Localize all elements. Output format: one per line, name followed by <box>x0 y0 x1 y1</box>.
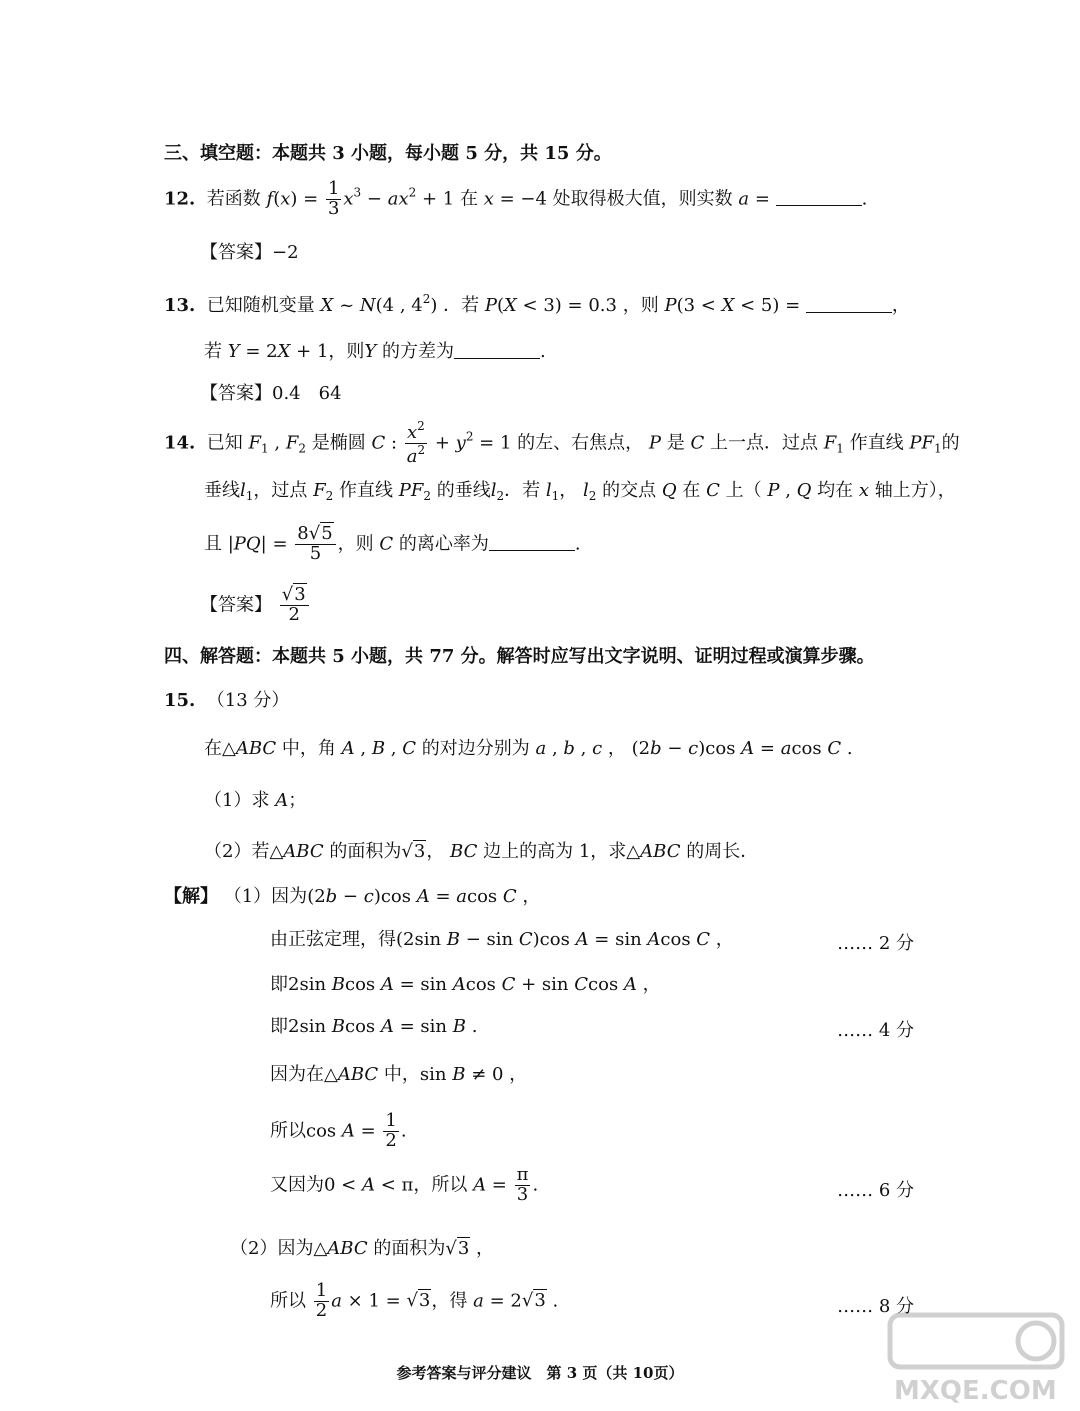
solution-line-7: 又因为0 < A < π，所以 A = $\frac{\pi}{3}$ . <box>270 1164 539 1205</box>
page-footer: 参考答案与评分建议 第 3 页（共 10页） <box>396 1364 684 1382</box>
q14-t1: 已知 <box>206 432 243 454</box>
answer-label: 【答案】 <box>200 383 272 404</box>
solution-line-1: 【解】 （1）因为(2b − c)cos A = acos C ， <box>164 886 541 907</box>
answer-blank <box>489 534 575 551</box>
q15-part1: （1）求 A； <box>204 790 307 811</box>
q14-l3b: ，则 <box>337 533 374 555</box>
watermark-logo <box>886 1311 1066 1407</box>
q14-l3a: 且 <box>204 533 222 555</box>
q14-l2c: 作直线 <box>339 480 394 501</box>
q15-part2-d: 的周长． <box>686 841 759 862</box>
section4-heading: 四、解答题：本题共 5 小题，共 77 分。解答时应写出文字说明、证明过程或演算步骤。 <box>164 646 875 667</box>
q15-number: 15. <box>164 690 196 711</box>
q14-answer: 【答案】 $\frac{√3}{2}$ <box>200 586 311 625</box>
s5-b: 中， <box>383 1064 420 1085</box>
q14-l2d: 的垂线 <box>436 480 491 501</box>
q14-t2: 是椭圆 <box>311 432 366 454</box>
score-8: …… 8 分 <box>837 1296 914 1317</box>
q14-line3: 且 |PQ| = $\frac{8√5}{5}$ ，则 C 的离心率为 . <box>204 523 581 564</box>
p2-c: 所以 <box>270 1290 306 1312</box>
q13-line2-mid: ，则 <box>328 341 365 362</box>
score-6: …… 6 分 <box>837 1180 914 1201</box>
solution-part2-line-1: （2）因为△ABC 的面积为√3 ， <box>230 1238 495 1259</box>
s1-label: （1）因为 <box>223 886 308 907</box>
watermark-text: MXQE.COM <box>894 1376 1057 1406</box>
q12-number: 12. <box>164 188 196 210</box>
s7-b: ，所以 <box>413 1174 468 1196</box>
s4-text: 即 <box>270 1016 288 1037</box>
q15-stem-a: 在△ <box>204 738 236 759</box>
q15-stem-b: 中，角 <box>281 738 336 759</box>
solution-line-3: 即2sin Bcos A = sin Acos C + sin Ccos A ， <box>270 974 661 995</box>
q15-part1-end: ； <box>288 790 307 811</box>
q14-t5: 上一点．过点 <box>710 432 818 454</box>
q13-answer <box>200 383 342 405</box>
q14-t7: 的 <box>941 432 960 454</box>
s3-text: 即 <box>270 974 288 995</box>
s6-text: 所以 <box>270 1120 306 1142</box>
q12-intro: 若函数 <box>206 188 261 210</box>
s2-text: 由正弦定理，得 <box>270 929 396 950</box>
q15-part1-label: （1）求 <box>204 790 270 811</box>
q14-l2i: 均在 <box>817 480 854 501</box>
q15-stem-c: 的对边分别为 <box>421 738 530 759</box>
q14-number: 14. <box>164 432 196 454</box>
s5-a: 因为在△ <box>270 1064 338 1085</box>
q13-intro: 已知随机变量 <box>206 295 315 316</box>
q14-l2j: 轴上方）， <box>874 480 956 501</box>
answer-blank <box>806 296 892 313</box>
q14-l2f: 的交点 <box>602 480 657 501</box>
question-12: 12. 若函数 f(x) = $\frac{1}{3}$ $x^3 - ax^2 + 1$ 在 x = −4 处取得极大值，则实数 a = . <box>164 178 868 219</box>
q14-t4: 是 <box>666 432 685 454</box>
q15-points: （13 分） <box>206 690 290 711</box>
p2-d: ，得 <box>431 1290 468 1312</box>
q12-answer <box>200 242 299 264</box>
q15-part2-c: 边上的高为 1，求△ <box>483 841 641 862</box>
solution-part2-line-2: 所以 $\frac{1}{2}$ a × 1 = √3，得 a = 2√3 . <box>270 1280 559 1321</box>
q13-mid2: ，则 <box>622 295 659 316</box>
q13-line2: 若 Y = 2X + 1，则Y 的方差为 . <box>204 341 546 362</box>
question-14: 14. 已知 $F_1$ , $F_2$ 是椭圆 C : $\frac{x^2}{a^2}$ + $y^2 = 1$ 的左、右焦点， P 是 C 上一点．过点 $F_1$ 作直线 $PF_1$的 <box>164 419 960 467</box>
p2-a: （2）因为△ <box>230 1238 328 1259</box>
answer-value: 0.4 64 <box>272 383 342 404</box>
q14-l3c: 的离心率为 <box>398 533 489 555</box>
solution-line-5: 因为在△ABC 中，sin B ≠ 0 ， <box>270 1064 528 1085</box>
s7-a: 又因为 <box>270 1174 324 1196</box>
answer-value: −2 <box>272 242 299 263</box>
q13-line2-intro: 若 <box>204 341 222 362</box>
q13-mid1: ．若 <box>443 295 480 316</box>
q14-t3: 的左、右焦点， <box>517 432 644 454</box>
q14-l2b: ，过点 <box>253 480 308 501</box>
solution-line-6: 所以cos A = $\frac{1}{2}$ . <box>270 1110 407 1151</box>
q14-l2g: 在 <box>682 480 701 501</box>
q14-t6: 作直线 <box>849 432 904 454</box>
answer-label: 【答案】 <box>200 242 272 263</box>
q14-line2: 垂线$l_1$，过点 $F_2$ 作直线 $PF_2$ 的垂线$l_2$．若 $l_1$， $l_2$ 的交点 Q 在 C 上（ P , Q 均在 x 轴上方）， <box>204 480 956 503</box>
answer-blank <box>454 342 540 359</box>
solution-line-4: 即2sin Bcos A = sin B . <box>270 1016 478 1037</box>
q15-part2-b: 的面积为 <box>329 841 402 862</box>
score-4: …… 4 分 <box>837 1020 914 1041</box>
answer-label: 【答案】 <box>200 594 272 616</box>
question-13: 13. 已知随机变量 X ~ N(4 , $4^2$) ．若 P(X < 3) = 0.3 ，则 P(3 < X < 5) = ， <box>164 292 910 316</box>
solution-line-2: 由正弦定理，得(2sin B − sin C)cos A = sin Acos C ， <box>270 929 734 950</box>
q13-line2-end: 的方差为 <box>382 341 455 362</box>
score-2: …… 2 分 <box>837 933 914 954</box>
q15-part2: （2）若△ABC 的面积为√3， BC 边上的高为 1，求△ABC 的周长． <box>204 841 759 862</box>
q12-end: 处取得极大值，则实数 <box>552 188 733 210</box>
q14-l2a: 垂线 <box>204 480 240 501</box>
q12-mid: 在 <box>459 188 478 210</box>
p2-b: 的面积为 <box>373 1238 446 1259</box>
q14-l2e: ．若 <box>504 480 541 501</box>
answer-blank <box>776 189 862 206</box>
q13-number: 13. <box>164 295 196 316</box>
section3-heading: 三、填空题：本题共 3 小题，每小题 5 分，共 15 分。 <box>164 143 612 164</box>
q15-stem: 在△ABC 中，角 A , B , C 的对边分别为 a , b , c ， (2b − c)cos A = acos C . <box>204 738 853 759</box>
q15-part2-label: （2）若△ <box>204 841 284 862</box>
solution-label: 【解】 <box>164 886 218 907</box>
question-15-header <box>164 690 289 712</box>
q14-l2h: 上（ <box>725 480 762 501</box>
